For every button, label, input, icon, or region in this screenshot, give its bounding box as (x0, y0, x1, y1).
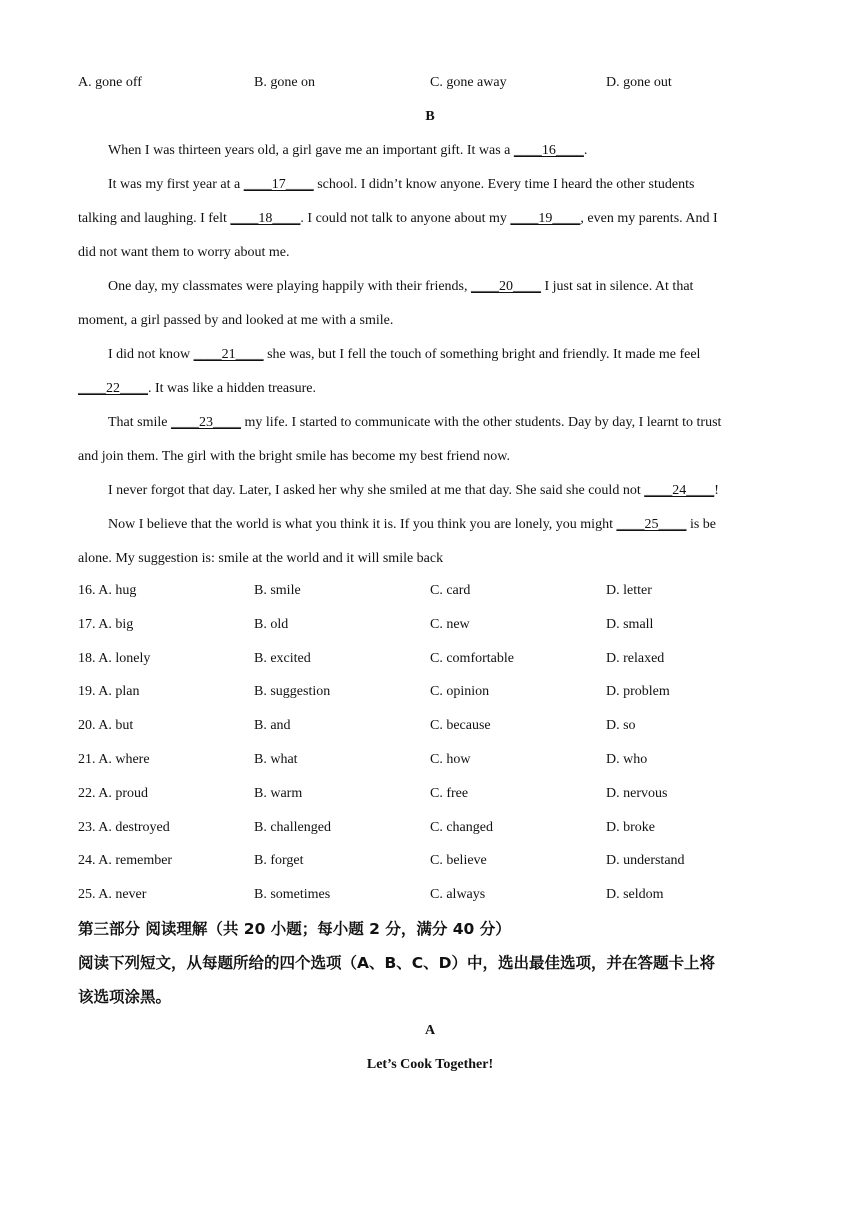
option-b: B. suggestion (254, 684, 331, 700)
option-a: 19. A. plan (78, 684, 140, 700)
option-a: 23. A. destroyed (78, 819, 170, 835)
passage-paragraph-1 (78, 134, 808, 168)
blank-17: ____17____ (243, 177, 314, 192)
question-option-row (0, 675, 860, 709)
question-option-row (0, 574, 860, 608)
option-b: B. and (254, 718, 291, 734)
question-option-row (0, 811, 860, 845)
p5-text-1: That smile (108, 415, 171, 430)
section-b-heading: B (425, 109, 435, 124)
passage-title: Let’s Cook Together! (366, 1057, 494, 1072)
option-b: B. smile (254, 583, 301, 598)
option-d: D. understand (606, 853, 685, 869)
option-b: B. sometimes (254, 887, 331, 903)
option-d: D. seldom (606, 887, 664, 903)
option-a: 17. A. big (78, 616, 134, 632)
blank-24: ____24____ (644, 483, 715, 498)
blank-23: ____23____ (171, 415, 241, 430)
passage-paragraph-2-line-1 (78, 168, 808, 202)
p3-text-1: One day, my classmates were playing happily with their friends, (108, 279, 471, 294)
option-c: C. comfortable (430, 650, 514, 666)
blank-18: ____18____ (230, 211, 301, 226)
passage-paragraph-2-line-2 (78, 202, 778, 236)
option-d: D. nervous (606, 785, 668, 801)
p2-text-1: It was my first year at a (108, 177, 244, 192)
blank-22: ____22____ (78, 381, 148, 396)
p5-text-2: my life. I started to communicate with the other students. Day by day, I learnt to trust (241, 415, 722, 430)
option-a: 21. A. where (78, 752, 150, 767)
section-a-heading: A (424, 1023, 436, 1038)
option-c: C. card (430, 583, 471, 598)
q15-option-d: D. gone out (606, 75, 672, 90)
q15-option-b: B. gone on (254, 75, 316, 90)
p4-text-1: I did not know (108, 347, 194, 362)
option-d: D. small (606, 616, 654, 632)
p2-text-2: school. I didn’t know anyone. Every time I heard the other students (313, 177, 695, 192)
p4-text-3: . It was like a hidden treasure. (148, 381, 316, 396)
option-c: C. free (430, 785, 469, 801)
option-c: C. new (430, 616, 470, 632)
option-b: B. excited (254, 650, 311, 666)
passage-paragraph-7-line-2: alone. My suggestion is: smile at the world and it will smile back (78, 551, 444, 566)
part-3-instruction-line-2: 该选项涂黑。 (78, 988, 172, 1006)
option-c: C. opinion (430, 684, 490, 700)
p7-text-1: Now I believe that the world is what you think it is. If you think you are lonely, you might (108, 517, 617, 532)
option-c: C. how (430, 752, 471, 767)
question-option-row (0, 642, 860, 676)
p4-text-2: she was, but I fell the touch of something bright and friendly. It made me feel (263, 347, 701, 362)
question-option-row (0, 878, 860, 912)
passage-paragraph-3-line-1 (78, 270, 808, 304)
blank-25: ____25____ (616, 517, 687, 532)
part-3-instruction-line-1: 阅读下列短文，从每题所给的四个选项（A、B、C、D）中，选出最佳选项，并在答题卡上将 (78, 954, 716, 972)
option-d: D. relaxed (606, 650, 665, 666)
option-b: B. old (254, 616, 289, 632)
passage-paragraph-5-line-1 (78, 406, 808, 440)
option-b: B. challenged (254, 819, 331, 835)
question-option-row (0, 743, 860, 777)
option-d: D. broke (606, 819, 655, 835)
question-option-row (0, 709, 860, 743)
question-option-row (0, 777, 860, 811)
option-d: D. so (606, 718, 636, 734)
option-b: B. forget (254, 853, 304, 869)
option-c: C. believe (430, 853, 487, 869)
passage-paragraph-2-line-3: did not want them to worry about me. (78, 245, 290, 260)
blank-19: ____19____ (510, 211, 581, 226)
option-d: D. problem (606, 684, 670, 700)
option-d: D. letter (606, 583, 652, 598)
part-3-heading: 第三部分 阅读理解（共 20 小题；每小题 2 分，满分 40 分） (78, 920, 511, 938)
passage-paragraph-4-line-1 (78, 338, 808, 372)
p1-text: When I was thirteen years old, a girl gave me an important gift. It was a (108, 143, 514, 158)
p7-text-2: is be (686, 517, 717, 532)
option-c: C. always (430, 887, 486, 903)
option-d: D. who (606, 752, 648, 767)
option-b: B. warm (254, 785, 303, 801)
passage-paragraph-5-line-2: and join them. The girl with the bright smile has become my best friend now. (78, 449, 510, 464)
passage-paragraph-3-line-2: moment, a girl passed by and looked at me with a smile. (78, 313, 394, 328)
option-a: 22. A. proud (78, 785, 148, 801)
blank-20: ____20____ (471, 279, 541, 294)
option-a: 20. A. but (78, 718, 134, 734)
question-15-options (0, 66, 860, 100)
p6-text-2: ! (714, 483, 719, 498)
option-a: 18. A. lonely (78, 650, 151, 666)
option-c: C. changed (430, 819, 493, 835)
blank-16: ____16____ (513, 143, 584, 158)
p2-text-3: talking and laughing. I felt (78, 211, 231, 226)
passage-paragraph-6 (78, 474, 808, 508)
option-a: 25. A. never (78, 887, 147, 903)
p2-text-4: . I could not talk to anyone about my (300, 211, 511, 226)
p3-text-2: I just sat in silence. At that (541, 279, 694, 294)
option-a: 24. A. remember (78, 853, 173, 869)
p1-end: . (583, 143, 588, 158)
passage-paragraph-7-line-1 (78, 508, 808, 542)
option-a: 16. A. hug (78, 583, 137, 598)
blank-21: ____21____ (193, 347, 264, 362)
q15-option-c: C. gone away (430, 75, 507, 90)
q15-option-a: A. gone off (78, 75, 142, 90)
option-c: C. because (430, 718, 491, 734)
question-option-row (0, 608, 860, 642)
p2-text-5: , even my parents. And I (580, 211, 718, 226)
option-b: B. what (254, 752, 298, 767)
p6-text-1: I never forgot that day. Later, I asked her why she smiled at me that day. She said she could not (108, 483, 645, 498)
passage-paragraph-4-line-2 (78, 372, 778, 406)
question-option-row (0, 844, 860, 878)
